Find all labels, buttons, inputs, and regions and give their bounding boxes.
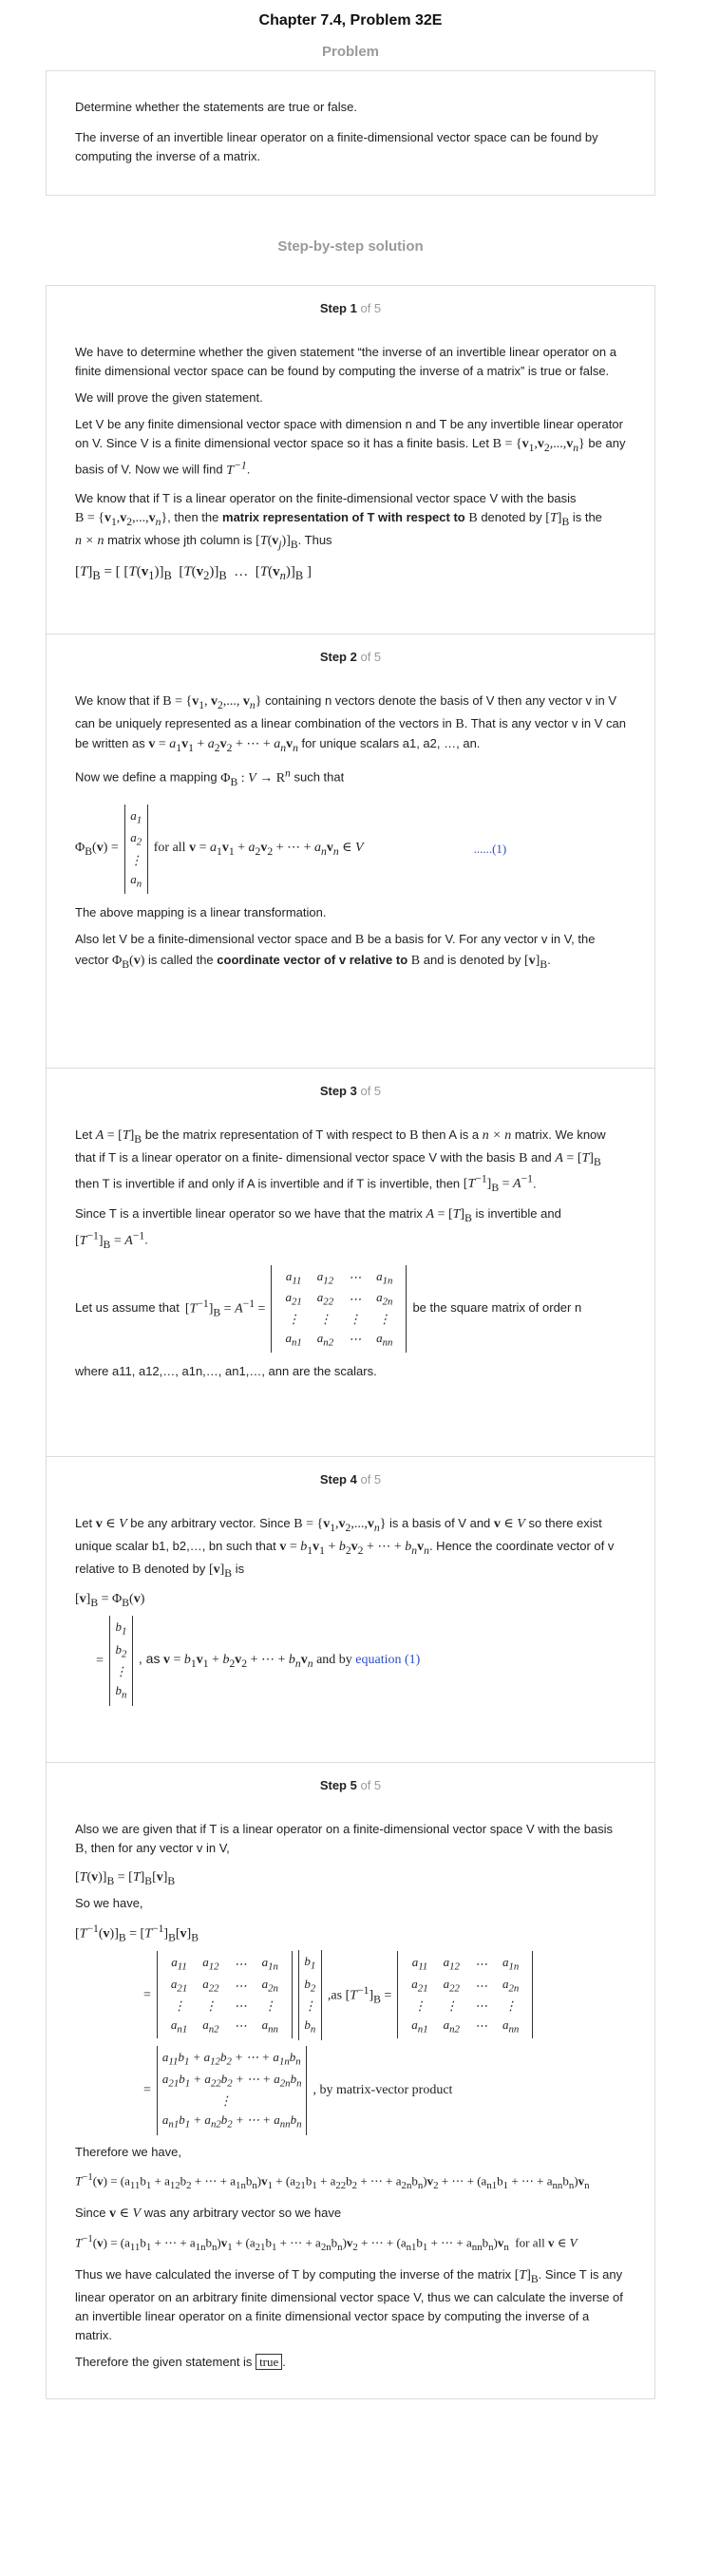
step1-equation: $[T]_B$ = [ $[T(v_1)]_B$ $[T(v_2)]_B$ … $[T(v_n)]_B$ ] [75,563,312,582]
step4-let: Let v ∈ V be any arbitrary vector. Since $B = \{v_1,v_2,...,v_n\}$ is a basis of V and v ∈ V so there exist unique scalar b1, b2,…, bn such that $v = b_1v_1 + b_2v_2$ + ⋯ + $b_nv_n$. Hence the coordinate vector of v relative to B denoted by $[v]_B$ is [75,1515,615,1580]
step2-mapping: Now we define a mapping $\Phi_B$ : $V \to R^n$ such that [75,767,345,788]
step5-so: So we have, [75,1895,143,1910]
step5-eq0: $[T(v)]_B = [T]_B[v]_B$ [75,1869,176,1887]
step2-coordinate: Also let V be a finite-dimensional vector space and B be a basis for V. For any vector v in V, the vector $\Phi_B(v)$ is called the coordinate vector of v relative to B and is denoted by $[v]_B$. [75,932,596,971]
step4-eq2: = $b_1$ $b_2$ ⋮ $b_n$ , as $v = b_1v_1 + b_2v_2$ + ⋯ + $b_nv_n$ and by equation (1) [96,1616,626,1705]
step3-let: Let $A = [T]_B$ be the matrix representation of T with respect to B then A is a n × n matrix. We know that if T is a linear operator on a finite- dimensional vector space V with the basis B and $A = [T]_B$ then T is invertible if and only if A is invertible and if T is invertible, then $[T^{-1}]_B = A^{-1}$. [75,1127,606,1195]
step-3 [47,1068,654,1456]
step-4-heading: Step 4 of 5 [319,1471,382,1487]
solution-heading: Step-by-step solution [277,238,424,256]
step1-let: Let V be any finite dimensional vector space with dimension n and T be any invertible linear operator on V. Since V is a finite dimensional vector space so it has a finite basis. Let $B = \{v_1,v_2,...,v_n\}$ be any basis of V. Now we will find $T^{-1}$. [75,417,626,478]
step5-answer: Therefore the given statement is true . [75,2355,286,2370]
step1-matrix-rep: We know that if T is a linear operator on the finite-dimensional vector space V with the basis $B = \{v_1,v_2,...,v_n\}$, then the matrix representation of T with respect to B denoted by $[T]_B$ is the n × n matrix whose jth column is $[T(v_j)]_B$. Thus [75,490,602,551]
step-1-heading: Step 1 of 5 [319,300,382,315]
equation-1-link[interactable]: equation (1) [355,1653,421,1668]
step5-eq2: = $a_{11}$ $a_{12}$ ⋯ $a_{1n}$ $a_{21}$ $a_{22}$ ⋯ $a_{2n}$ ⋮ ⋮ ⋯ ⋮ $a_{n1}$ $a_{n2}$ ⋯ $a_{nn}$ $b_1$ $b_2$ ⋮ $b_n$ ,as $[T^{-1}]_B$ = $a_{11}$ $a_{12}$ ⋯ $a_{1n}$ $a_{21}$ $a_{22}$ ⋯ $a_{2n}$ ⋮ ⋮ ⋯ ⋮ $a_{n1}$ $a_{n2}$ ⋯ $a_{nn}$ [143,1950,626,2039]
step4-eq1: $[v]_B = \Phi_B(v)$ [75,1592,145,1610]
step-3-heading: Step 3 of 5 [319,1083,382,1098]
answer-box: true [256,2354,282,2370]
step5-conclusion: Thus we have calculated the inverse of T by computing the inverse of the matrix $[T]_B$. Since T is any linear operator on an arbitrary finite dimensional vector space V, thus we can calculate the inverse of an invertible linear operator on a finite dimensional vector space by computing the inverse of a matrix. [75,2267,623,2343]
step-4 [47,1456,654,1762]
problem-heading: Problem [321,43,379,60]
step-5-heading: Step 5 of 5 [319,1777,382,1792]
step5-eq5: $T^{-1}(v) = (a_{11}b_1$ + ⋯ + $a_{1n}b_n)v_1 + (a_{21}b_1$ + ⋯ + $a_{2n}b_n)v_2$ + ⋯ + ($a_{n1}b_1$ + ⋯ + $a_{nn}b_n)v_n$ for all v ∈ V [75,2233,578,2254]
step2-equation: $\Phi_B(v)$ = $a_1$ $a_2$ ⋮ $a_n$ for all $v = a_1v_1 + a_2v_2$ + ⋯ + $a_nv_n$ ∈ V ......(1) [75,805,626,894]
page-title: Chapter 7.4, Problem 32E [258,12,443,28]
problem-card [46,70,655,196]
step3-since: Since T is a invertible linear operator so we have that the matrix $A = [T]_B$ is invertible and $[T^{-1}]_B = A^{-1}$. [75,1206,561,1251]
step5-eq1: $[T^{-1}(v)]_B = [T^{-1}]_B[v]_B$ [75,1922,199,1944]
step-1 [47,286,654,634]
step5-given: Also we are given that if T is a linear operator on a finite-dimensional vector space V with the basis B, then for any vector v in V, [75,1821,614,1856]
step1-prove: We will prove the given statement. [75,390,263,406]
step5-eq3: = $a_{11}b_1 + a_{12}b_2$ + ⋯ + $a_{1n}b_n$ $a_{21}b_1 + a_{22}b_2$ + ⋯ + $a_{2n}b_n$ ⋮ $a_{n1}b_1 + a_{n2}b_2$ + ⋯ + $a_{nn}b_n$ , by matrix-vector product [143,2046,626,2135]
step5-eq4: $T^{-1}(v) = (a_{11}b_1 + a_{12}b_2$ + ⋯ + $a_{1n}b_n)v_1 + (a_{21}b_1 + a_{22}b_2$ + ⋯ + $a_{2n}b_n)v_2$ + ⋯ + ($a_{n1}b_1$ + ⋯ + $a_{nn}b_n)v_n$ [75,2170,590,2191]
step-5 [47,1762,654,2399]
equation-1-tag: ......(1) [473,841,507,856]
problem-instruction: Determine whether the statements are true or false. [75,100,357,115]
step3-assume: Let us assume that $[T^{-1}]_B = A^{-1}$ = $a_{11}$ $a_{12}$ ⋯ $a_{1n}$ $a_{21}$ $a_{22}$ ⋯ $a_{2n}$ ⋮ ⋮ ⋮ ⋮ $a_{n1}$ $a_{n2}$ ⋯ $a_{nn}$ be the square matrix of order n [75,1265,626,1353]
step5-since: Since v ∈ V was any arbitrary vector so we have [75,2205,342,2221]
step3-scalars: where a11, a12,…, a1n,…, an1,…, ann are the scalars. [75,1363,377,1378]
problem-statement: The inverse of an invertible linear operator on a finite-dimensional vector space can be found by computing the inverse of a matrix. [75,130,598,164]
step-2 [47,634,654,1068]
step-2-heading: Step 2 of 5 [319,649,382,664]
solution-card [46,285,655,2400]
step2-basis: We know that if $B = \{v_1$, $v_2$,..., $v_n$} containing n vectors denote the basis of V then any vector v in V can be uniquely represented as a linear combination of the vectors in B. That is any vector v in V can be written as $v = a_1v_1 + a_2v_2$ + ⋯ + $a_nv_n$ for unique scalars a1, a2, …, an. [75,692,627,755]
step2-linear: The above mapping is a linear transformation. [75,905,327,920]
step5-therefore: Therefore we have, [75,2144,182,2159]
step1-intro: We have to determine whether the given statement “the inverse of an invertible linear operator on a finite dimensional vector space can be found by computing the inverse of a matrix” is true or false. [75,344,616,378]
